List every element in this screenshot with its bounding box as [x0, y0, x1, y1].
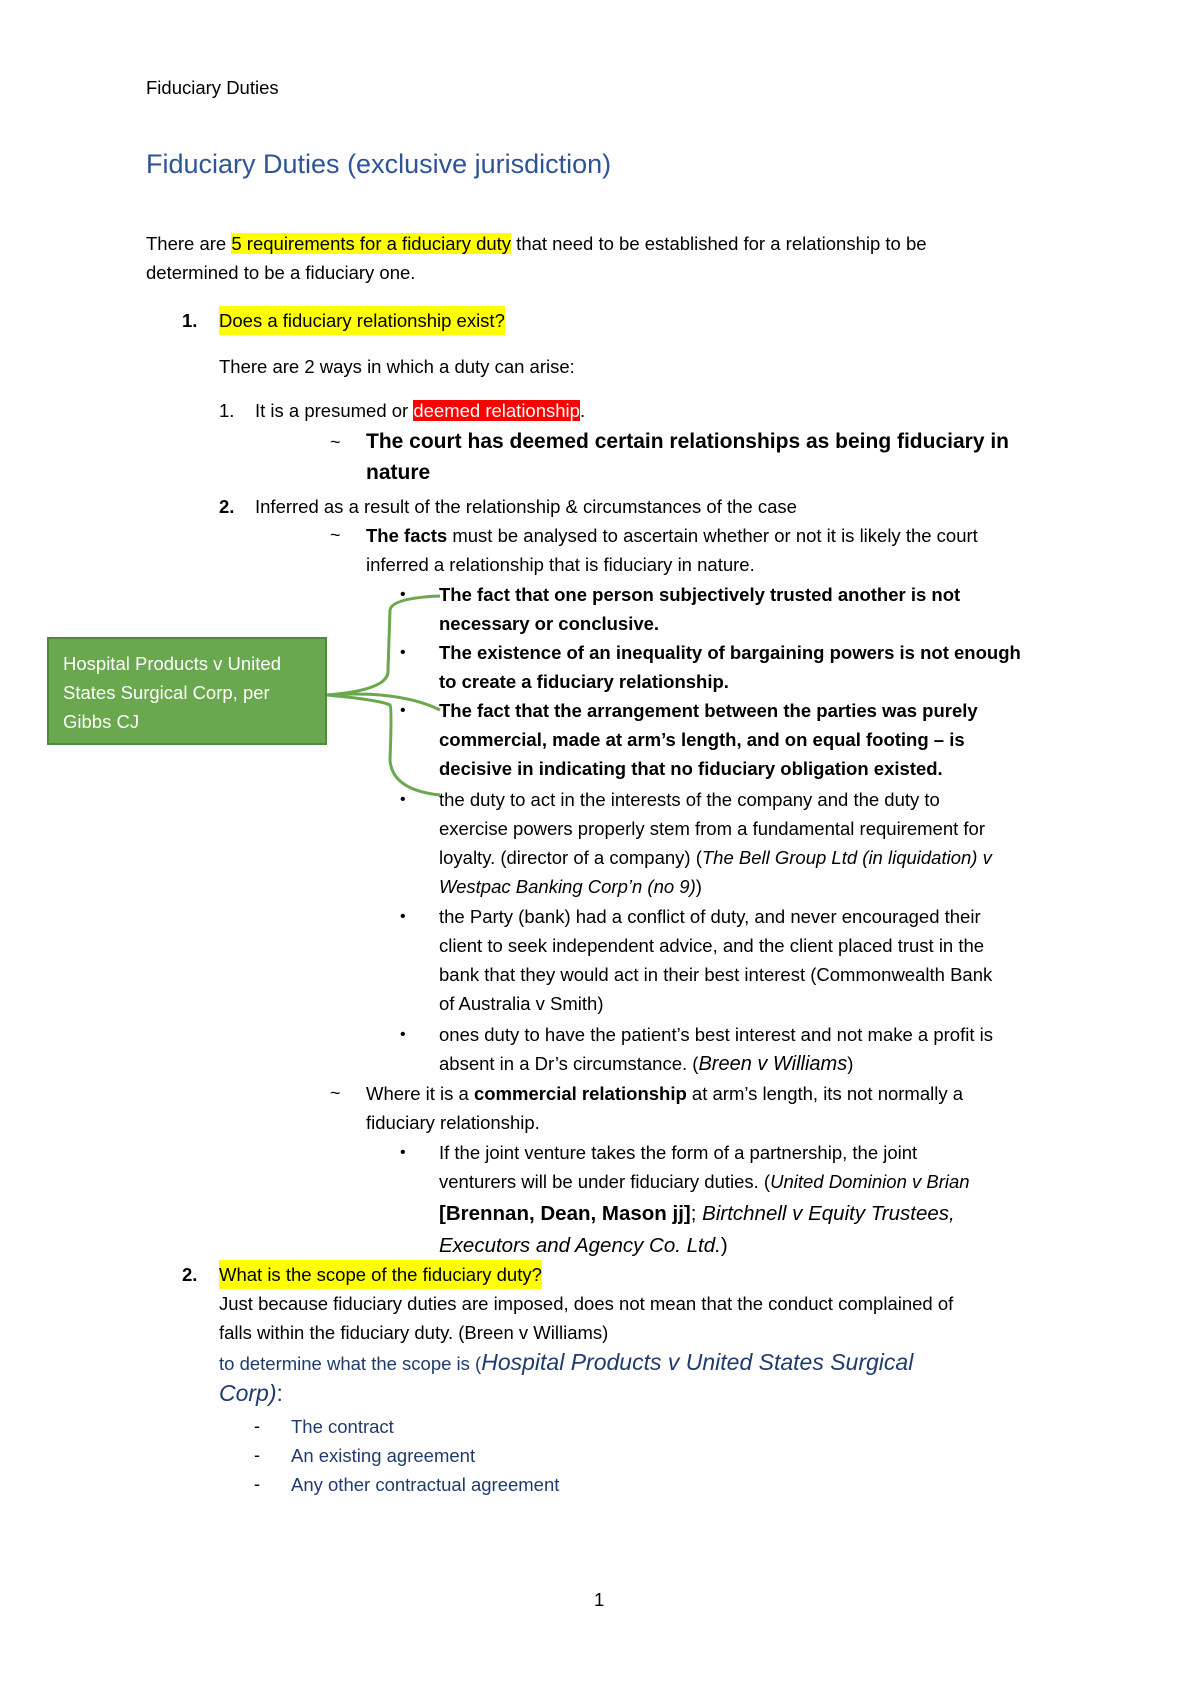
facts-note-line-2: inferred a relationship that is fiduciary in nature.	[366, 554, 755, 575]
bullet2-line-1: The existence of an inequality of bargaining powers is not enough	[439, 642, 1021, 663]
bullet-marker: •	[400, 644, 406, 661]
bullet3-line-1: The fact that the arrangement between the parties was purely	[439, 700, 978, 721]
tilde-marker: ~	[330, 525, 341, 545]
tilde-marker: ~	[330, 1083, 341, 1103]
section2-heading: What is the scope of the fiduciary duty?	[219, 1260, 542, 1289]
bullet6-line-2: absent in a Dr’s circumstance. (Breen v Williams)	[439, 1053, 854, 1075]
bullet2-line-2: to create a fiduciary relationship.	[439, 671, 729, 692]
item1-text: It is a presumed or deemed relationship.	[255, 400, 586, 421]
section2-para-line-2: falls within the fiduciary duty. (Breen v Williams)	[219, 1322, 609, 1343]
bullet4-line-4: Westpac Banking Corp’n (no 9))	[439, 876, 702, 897]
dash-marker: -	[254, 1445, 260, 1465]
partnership-line-4: Executors and Agency Co. Ltd.)	[439, 1234, 728, 1257]
bullet-marker: •	[400, 908, 406, 925]
bullet-marker: •	[400, 1026, 406, 1043]
partnership-line-3: [Brennan, Dean, Mason jj]; Birtchnell v Equity Trustees,	[439, 1202, 955, 1225]
bullet1-line-1: The fact that one person subjectively trusted another is not	[439, 584, 961, 605]
bullet6-line-1: ones duty to have the patient’s best interest and not make a profit is	[439, 1024, 993, 1045]
bullet5-line-1: the Party (bank) had a conflict of duty, and never encouraged their	[439, 906, 981, 927]
intro-line-2: determined to be a fiduciary one.	[146, 262, 416, 283]
section2-number: 2.	[182, 1264, 198, 1285]
page-number: 1	[594, 1589, 605, 1610]
connector-line-top	[327, 596, 440, 695]
section1-heading: Does a fiduciary relationship exist?	[219, 306, 505, 335]
intro-line-1: There are 5 requirements for a fiduciary duty that need to be established for a relationship to be	[146, 233, 927, 254]
bullet3-line-3: decisive in indicating that no fiduciary obligation existed.	[439, 758, 943, 779]
bullet4-line-3: loyalty. (director of a company) (The Bell Group Ltd (in liquidation) v	[439, 847, 992, 868]
bullet5-line-4: of Australia v Smith)	[439, 993, 604, 1014]
deemed-relationship-highlight: deemed relationship	[413, 400, 580, 421]
partnership-line-1: If the joint venture takes the form of a partnership, the joint	[439, 1142, 918, 1163]
bullet-marker: •	[400, 702, 406, 719]
dash-marker: -	[254, 1416, 260, 1436]
document-title: Fiduciary Duties (exclusive jurisdiction)	[146, 149, 612, 179]
case-callout-box: Hospital Products v United States Surgical Corp, per Gibbs CJ	[47, 637, 327, 745]
bullet4-line-1: the duty to act in the interests of the company and the duty to	[439, 789, 940, 810]
bullet-marker: •	[400, 586, 406, 603]
scope-line-2: Corp):	[219, 1380, 283, 1406]
item1-number: 1.	[219, 400, 235, 421]
scope-list-item: An existing agreement	[291, 1445, 476, 1466]
connector-line-bottom	[327, 695, 440, 795]
facts-note-line-1: The facts must be analysed to ascertain whether or not it is likely the court	[366, 525, 978, 546]
ways-intro: There are 2 ways in which a duty can arise:	[219, 356, 575, 377]
bullet-marker: •	[400, 1144, 406, 1161]
intro-highlight: 5 requirements for a fiduciary duty	[231, 233, 512, 254]
scope-list-item: Any other contractual agreement	[291, 1474, 560, 1495]
running-header: Fiduciary Duties	[146, 77, 279, 98]
deemed-note-line-2: nature	[366, 461, 431, 484]
scope-line-1: to determine what the scope is (Hospital Products v United States Surgical	[219, 1349, 914, 1375]
item2-text: Inferred as a result of the relationship & circumstances of the case	[255, 496, 797, 517]
bullet4-line-2: exercise powers properly stem from a fundamental requirement for	[439, 818, 985, 839]
partnership-line-2: venturers will be under fiduciary duties. (United Dominion v Brian	[439, 1171, 970, 1192]
item2-number: 2.	[219, 496, 235, 517]
commercial-note-line-2: fiduciary relationship.	[366, 1112, 540, 1133]
commercial-note-line-1: Where it is a commercial relationship at arm’s length, its not normally a	[366, 1083, 964, 1104]
deemed-note-line-1: The court has deemed certain relationships as being fiduciary in	[366, 430, 1010, 453]
section2-para-line-1: Just because fiduciary duties are imposed, does not mean that the conduct complained of	[219, 1293, 954, 1314]
bullet5-line-3: bank that they would act in their best interest (Commonwealth Bank	[439, 964, 993, 985]
bullet-marker: •	[400, 791, 406, 808]
section1-number: 1.	[182, 310, 198, 331]
bullet3-line-2: commercial, made at arm’s length, and on equal footing – is	[439, 729, 965, 750]
scope-list-item: The contract	[291, 1416, 394, 1437]
bullet1-line-2: necessary or conclusive.	[439, 613, 660, 634]
dash-marker: -	[254, 1474, 260, 1494]
tilde-marker: ~	[330, 432, 341, 452]
bullet5-line-2: client to seek independent advice, and the client placed trust in the	[439, 935, 985, 956]
